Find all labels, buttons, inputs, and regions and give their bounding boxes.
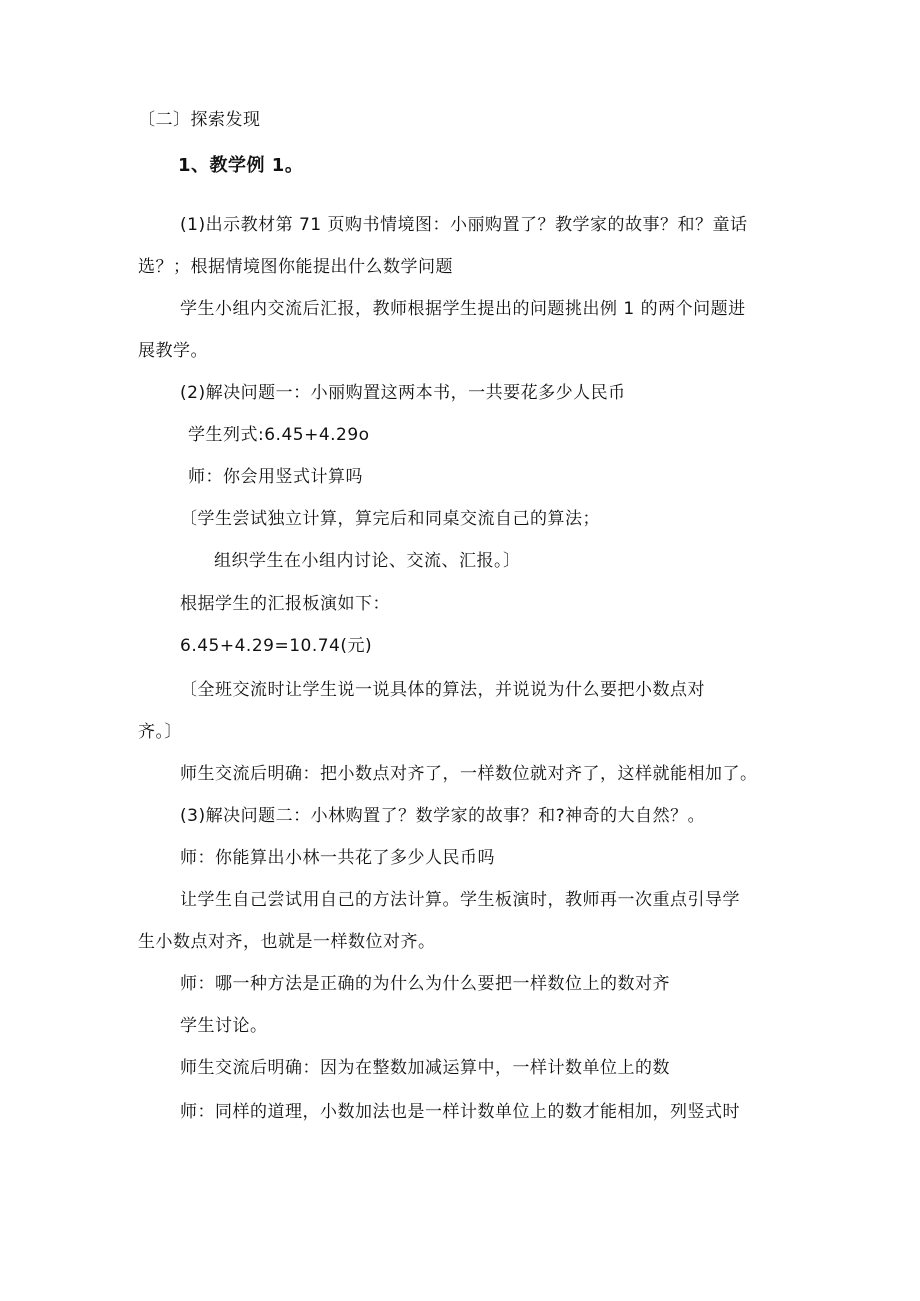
paragraph-line: 让学生自己尝试用自己的方法计算。学生板演时，教师再一次重点引导学 <box>180 890 740 910</box>
paragraph-line: 师：你能算出小林一共花了多少人民币吗 <box>180 848 495 868</box>
paragraph-line: 根据学生的汇报板演如下： <box>180 594 390 614</box>
paragraph-line: 生小数点对齐，也就是一样数位对齐。 <box>138 932 436 952</box>
paragraph-line: 展教学。 <box>138 341 208 361</box>
paragraph-line: 齐。〕 <box>138 722 182 742</box>
paragraph-line: 选？；根据情境图你能提出什么数学问题 <box>138 257 453 277</box>
paragraph-line: (3)解决问题二：小林购置了？数学家的故事？和?神奇的大自然？。 <box>180 806 706 826</box>
section-title: 〔二〕探索发现 <box>138 110 261 130</box>
paragraph-line: 学生小组内交流后汇报，教师根据学生提出的问题挑出例 1 的两个问题进 <box>180 299 746 319</box>
paragraph-line: 师：同样的道理，小数加法也是一样计数单位上的数才能相加，列竖式时 <box>180 1102 740 1122</box>
paragraph-line: 师：你会用竖式计算吗 <box>188 467 363 487</box>
paragraph-line: 〔学生尝试独立计算，算完后和同桌交流自己的算法； <box>180 509 600 529</box>
paragraph-line: 学生讨论。 <box>180 1016 268 1036</box>
paragraph-line: 师生交流后明确：因为在整数加减运算中，一样计数单位上的数 <box>180 1058 670 1078</box>
example-heading: 1、教学例 1。 <box>178 155 304 176</box>
paragraph-line: 学生列式:6.45+4.29o <box>188 425 370 445</box>
paragraph-line: 师生交流后明确：把小数点对齐了，一样数位就对齐了，这样就能相加了。 <box>180 764 758 784</box>
paragraph-line: (1)出示教材第 71 页购书情境图：小丽购置了？教学家的故事？和？童话 <box>180 215 748 235</box>
paragraph-line: 6.45+4.29=10.74(元) <box>180 636 373 656</box>
paragraph-line: 〔全班交流时让学生说一说具体的算法，并说说为什么要把小数点对 <box>180 680 705 700</box>
paragraph-line: 组织学生在小组内讨论、交流、汇报。〕 <box>214 551 521 571</box>
paragraph-line: (2)解决问题一：小丽购置这两本书，一共要花多少人民币 <box>180 383 626 403</box>
paragraph-line: 师：哪一种方法是正确的为什么为什么要把一样数位上的数对齐 <box>180 974 670 994</box>
